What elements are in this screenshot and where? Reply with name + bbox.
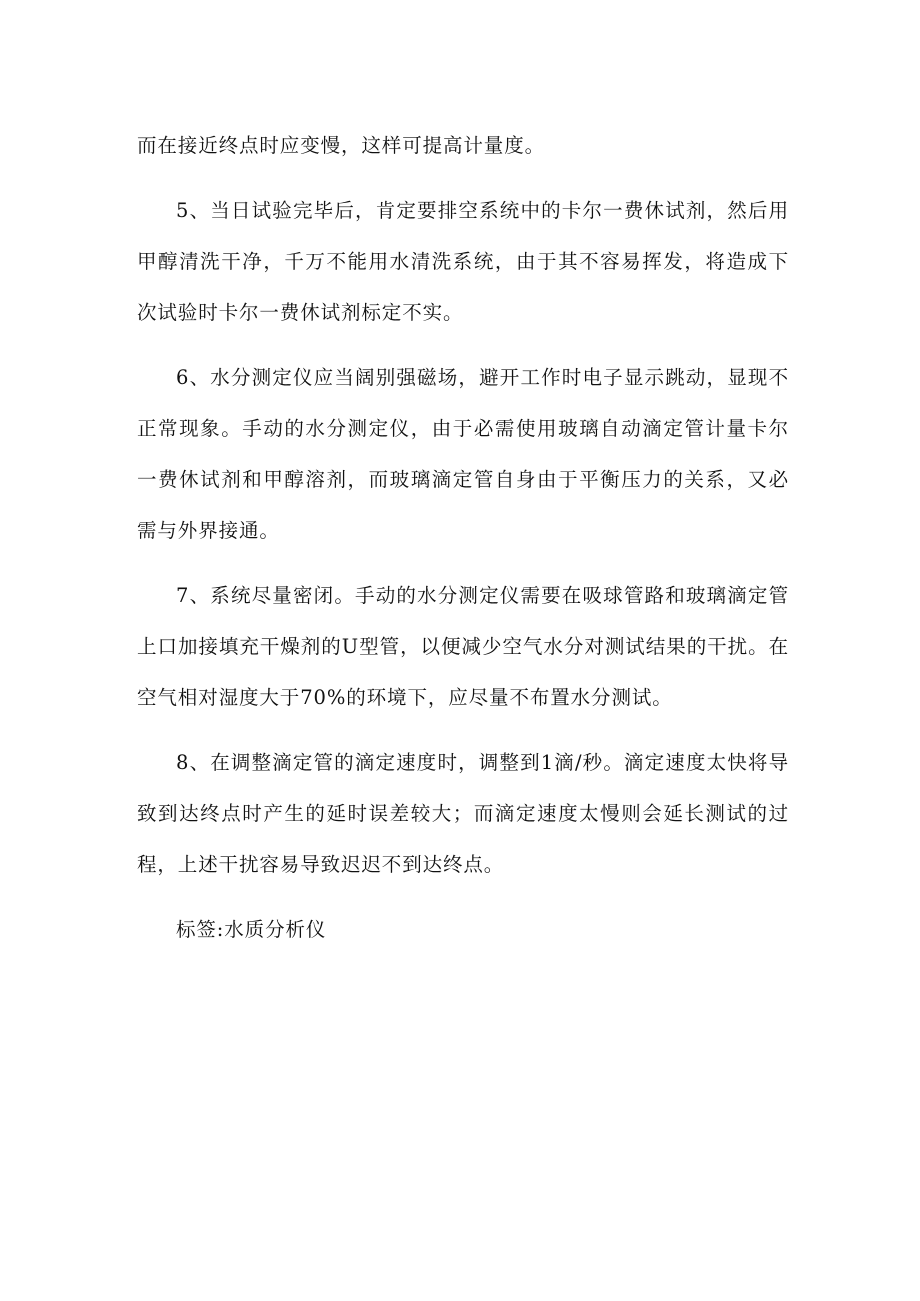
paragraph-item-8: 8、在调整滴定管的滴定速度时，调整到1滴/秒。滴定速度太快将导致到达终点时产生的延时误差较大；而滴定速度太慢则会延长测试的过程，上述干扰容易导致迟迟不到达终点。: [137, 751, 789, 876]
paragraph-continuation: 而在接近终点时应变慢，这样可提高计量度。: [137, 134, 546, 157]
document-body: [137, 120, 789, 955]
paragraph-item-7: 7、系统尽量密闭。手动的水分测定仪需要在吸球管路和玻璃滴定管上口加接填充干燥剂的U型管，以便减少空气水分对测试结果的干扰。在空气相对湿度大于70%的环境下，应尽量不布置水分测试。: [137, 584, 789, 709]
paragraph-item-6: 6、水分测定仪应当阔别强磁场，避开工作时电子显示跳动，显现不正常现象。手动的水分测定仪，由于必需使用玻璃自动滴定管计量卡尔一费休试剂和甲醇溶剂，而玻璃滴定管自身由于平衡压力的关系，又必需与外界接通。: [137, 366, 789, 542]
paragraph-item-5: 5、当日试验完毕后，肯定要排空系统中的卡尔一费休试剂，然后用甲醇清洗干净，千万不能用水清洗系统，由于其不容易挥发，将造成下次试验时卡尔一费休试剂标定不实。: [137, 199, 789, 324]
tags-line: 标签:水质分析仪: [176, 918, 327, 941]
